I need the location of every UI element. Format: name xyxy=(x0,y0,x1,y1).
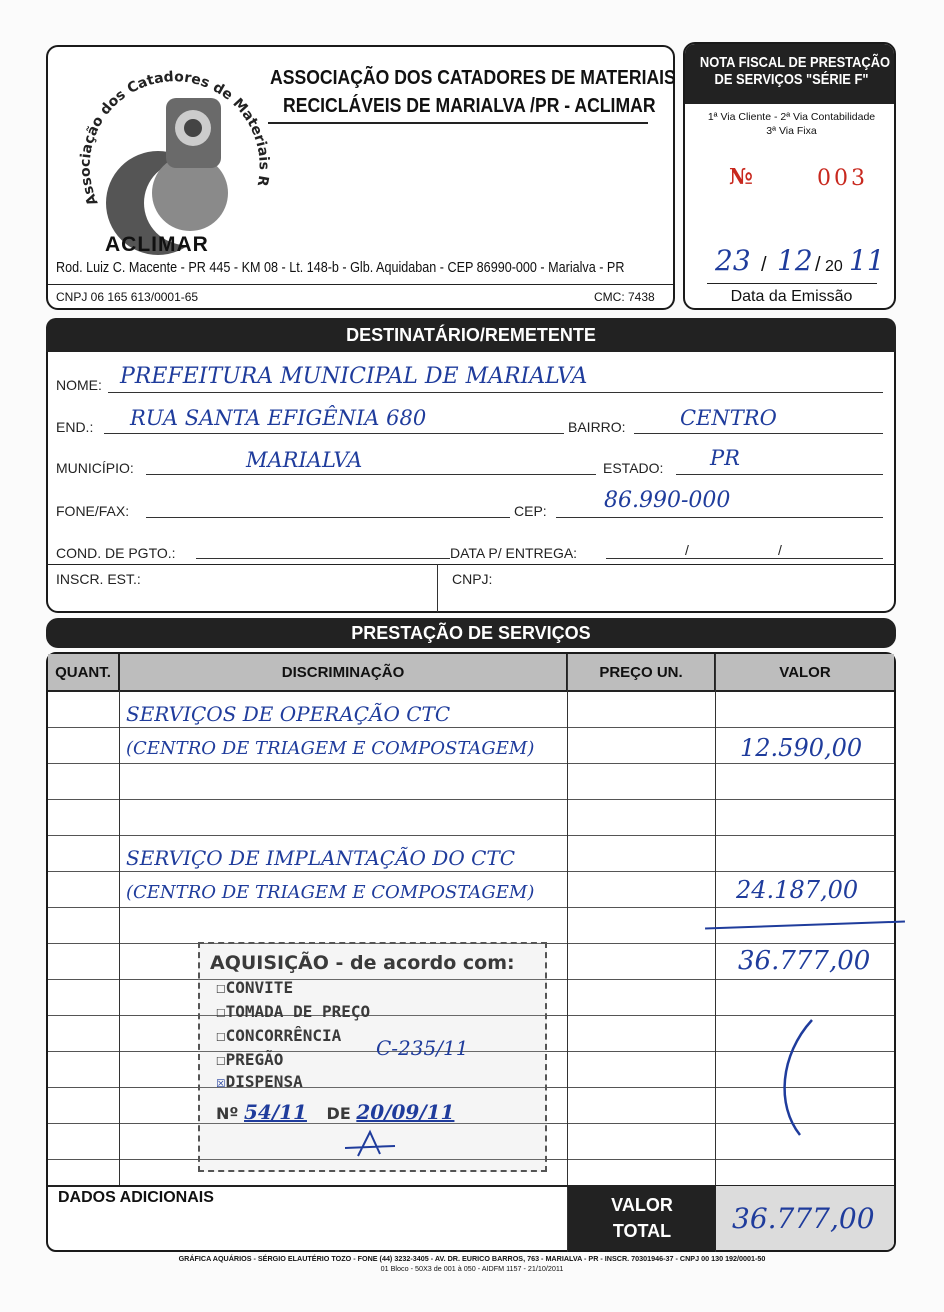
stamp-opt5 xyxy=(216,1072,303,1091)
emission-year-suffix: 11 xyxy=(849,244,885,277)
col-header-preco: PREÇO UN. xyxy=(568,654,716,690)
item2-line2: (CENTRO DE TRIAGEM E COMPOSTAGEM) xyxy=(126,882,535,903)
stamp-num-prefix: Nº xyxy=(216,1104,239,1123)
emission-day: 23 xyxy=(715,244,751,277)
col-header-quant: QUANT. xyxy=(48,654,120,690)
emission-month: 12 xyxy=(777,244,813,277)
issuer-address: Rod. Luiz C. Macente - PR 445 - KM 08 - Lt. 148-b - Glb. Aquidaban - CEP 86990-000 - Marialva - PR xyxy=(56,259,625,276)
stamp-handwritten-ref: C-235/11 xyxy=(376,1036,469,1060)
stamp-title: AQUISIÇÃO - de acordo com: xyxy=(210,952,515,974)
stamp-opt4 xyxy=(216,1050,283,1069)
cond-pgto-label: COND. DE PGTO.: xyxy=(56,545,176,561)
logo-ring-text: Associação dos Catadores de Materiais R xyxy=(77,69,272,208)
fone-label: FONE/FAX: xyxy=(56,503,130,519)
col-divider xyxy=(715,654,716,1252)
cep-value: 86.990-000 xyxy=(604,488,731,513)
header-divider xyxy=(48,690,894,692)
bairro-value: CENTRO xyxy=(680,406,777,430)
stamp-opt1 xyxy=(216,978,293,997)
aquisicao-stamp xyxy=(198,942,547,1172)
issuer-box xyxy=(46,45,675,310)
estado-value: PR xyxy=(710,446,740,470)
emission-year-prefix: 20 xyxy=(825,258,843,275)
item2-line1: SERVIÇO DE IMPLANTAÇÃO DO CTC xyxy=(126,846,516,870)
nome-value: PREFEITURA MUNICIPAL DE MARIALVA xyxy=(120,364,588,389)
vias-line1: 1ª Via Cliente - 2ª Via Contabilidade xyxy=(707,111,876,123)
data-entrega-label: DATA P/ ENTREGA: xyxy=(450,545,578,561)
row-line xyxy=(48,907,894,908)
nome-line xyxy=(108,392,883,393)
nome-label: NOME: xyxy=(56,377,102,393)
stamp-num-value: 54/11 xyxy=(244,1100,307,1124)
dados-adicionais-label: DADOS ADICIONAIS xyxy=(58,1189,214,1206)
issuer-cmc: CMC: 7438 xyxy=(594,290,655,304)
logo-name: ACLIMAR xyxy=(105,233,209,256)
stamp-opt3-label: CONCORRÊNCIA xyxy=(225,1026,342,1045)
invoice-number-symbol: № xyxy=(729,164,753,190)
stamp-opt1-label: CONVITE xyxy=(225,978,294,997)
printer-line2: 01 Bloco - 50X3 de 001 à 050 - AIDFM 1157 - 21/10/2011 xyxy=(380,1264,564,1273)
item2-value: 24.187,00 xyxy=(736,876,859,904)
invoice-box xyxy=(683,42,896,310)
emission-date-label: Data da Emissão xyxy=(730,288,853,305)
invoice-title-line1: NOTA FISCAL DE PRESTAÇÃO xyxy=(699,54,891,71)
vias-line2: 3ª Via Fixa xyxy=(766,125,817,137)
org-name-line1: ASSOCIAÇÃO DOS CATADORES DE MATERIAIS xyxy=(270,67,676,89)
inscr-divider xyxy=(46,564,896,565)
cnpj-label: CNPJ: xyxy=(452,571,493,587)
org-name-line2: RECICLÁVEIS DE MARIALVA /PR - ACLIMAR xyxy=(283,95,656,117)
valor-total-value: 36.777,00 xyxy=(732,1202,875,1235)
stamp-date-prefix: DE xyxy=(326,1104,351,1123)
data-entrega-line xyxy=(606,558,883,559)
col-divider xyxy=(567,654,568,1252)
estado-line xyxy=(676,474,883,475)
data-entrega-sep-1: / xyxy=(685,542,689,558)
issuer-cnpj: CNPJ 06 165 613/0001-65 xyxy=(56,290,199,304)
municipio-label: MUNICÍPIO: xyxy=(56,460,134,476)
item1-line2: (CENTRO DE TRIAGEM E COMPOSTAGEM) xyxy=(126,738,535,759)
title-underline xyxy=(268,122,648,124)
services-title: PRESTAÇÃO DE SERVIÇOS xyxy=(46,618,896,648)
stamp-opt4-label: PREGÃO xyxy=(225,1050,284,1069)
bairro-label: BAIRRO: xyxy=(568,419,626,435)
invoice-title-bar xyxy=(685,44,896,104)
valor-total-label xyxy=(568,1186,716,1250)
invoice-number: 003 xyxy=(817,166,868,191)
stamp-opt3 xyxy=(216,1026,341,1045)
end-label: END.: xyxy=(56,419,94,435)
printer-line1: GRÁFICA AQUÁRIOS - SÉRGIO ELAUTÉRIO TOZO - FONE (44) 3232-3405 - AV. DR. EURICO BARROS, 763 - MARIALVA - PR - INSCR. 70301946-37 - CNPJ 00 130 192/0001-50 xyxy=(178,1254,766,1263)
address-divider xyxy=(48,284,673,285)
checked-box-icon: ☒ xyxy=(216,1072,226,1091)
subtotal-value: 36.777,00 xyxy=(738,946,871,976)
stamp-date-value: 20/09/11 xyxy=(356,1100,455,1124)
inscr-vdivider xyxy=(437,564,438,612)
stamp-number-row xyxy=(216,1100,454,1124)
date-sep-2: / xyxy=(815,254,821,276)
recipient-box xyxy=(46,318,896,613)
stamp-opt5-label: DISPENSA xyxy=(225,1072,303,1091)
end-value: RUA SANTA EFIGÊNIA 680 xyxy=(130,406,427,430)
row-line xyxy=(48,871,894,872)
checkbox-icon: ☐ xyxy=(216,978,226,997)
col-header-discriminacao: DISCRIMINAÇÃO xyxy=(120,654,568,690)
row-line xyxy=(48,763,894,764)
signature-mark-icon xyxy=(340,1128,400,1158)
inscr-est-label: INSCR. EST.: xyxy=(56,571,141,587)
date-sep-1: / xyxy=(761,254,767,276)
stamp-opt2 xyxy=(216,1002,370,1021)
bairro-line xyxy=(634,433,883,434)
recipient-title: DESTINATÁRIO/REMETENTE xyxy=(46,318,896,352)
end-line xyxy=(104,433,564,434)
valor-total-label-2: TOTAL xyxy=(612,1221,672,1241)
col-divider xyxy=(119,690,120,1186)
cep-label: CEP: xyxy=(514,503,547,519)
fone-line xyxy=(146,517,510,518)
valor-total-label-1: VALOR xyxy=(611,1195,673,1215)
item1-value: 12.590,00 xyxy=(740,734,863,762)
row-line xyxy=(48,727,894,728)
col-header-valor: VALOR xyxy=(716,654,894,690)
estado-label: ESTADO: xyxy=(603,460,664,476)
municipio-line xyxy=(146,474,596,475)
cond-pgto-line xyxy=(196,558,450,559)
date-underline xyxy=(707,283,877,284)
invoice-title-line2: DE SERVIÇOS "SÉRIE F" xyxy=(714,71,869,88)
checkbox-icon: ☐ xyxy=(216,1026,226,1045)
stamp-opt2-label: TOMADA DE PREÇO xyxy=(225,1002,371,1021)
row-line xyxy=(48,835,894,836)
cep-line xyxy=(556,517,883,518)
municipio-value: MARIALVA xyxy=(246,448,363,472)
checkbox-icon: ☐ xyxy=(216,1050,226,1069)
data-entrega-sep-2: / xyxy=(778,542,782,558)
bracket-mark-icon xyxy=(770,1015,820,1145)
item1-line1: SERVIÇOS DE OPERAÇÃO CTC xyxy=(126,702,451,726)
row-line xyxy=(48,799,894,800)
checkbox-icon: ☐ xyxy=(216,1002,226,1021)
